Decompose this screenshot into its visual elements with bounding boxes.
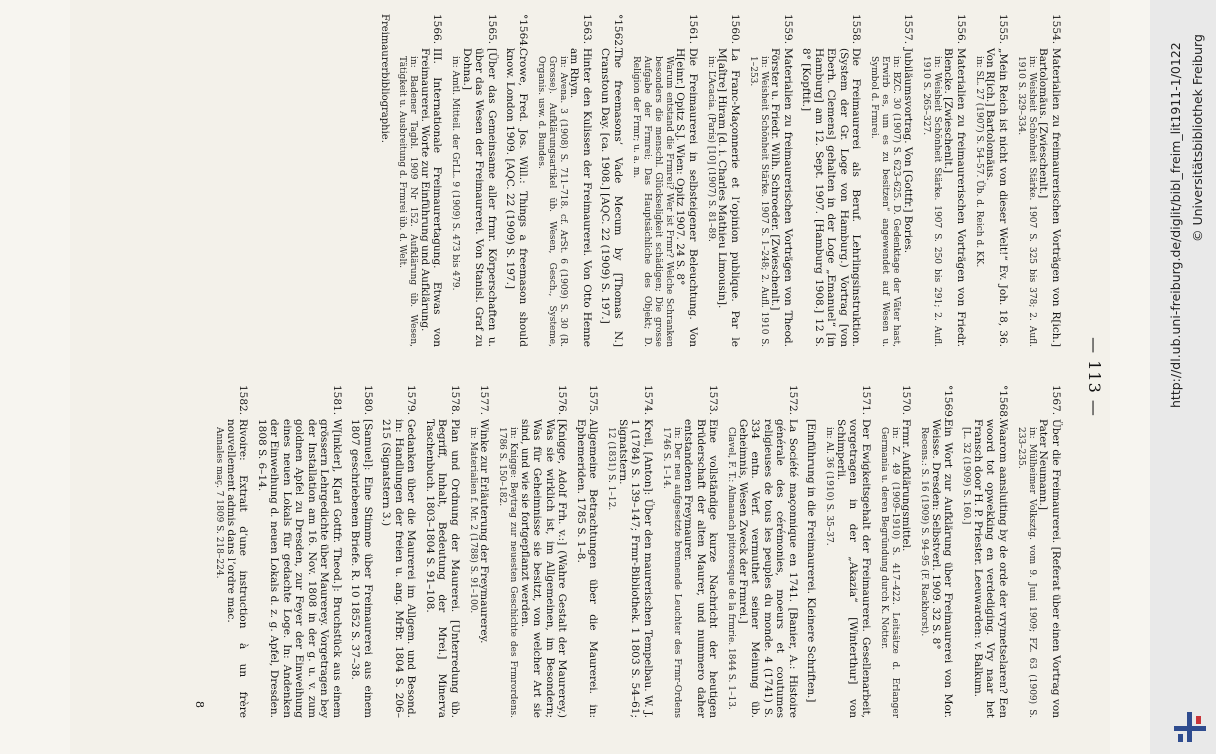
entry-text: Kreil, [Anton]: Über den maurerischen Tempelbau. W. J. 1 (1784) S. 139–147; Frmr-Bibliothek. 1 1803 S. 54–61; Signatstern. (617, 419, 654, 718)
entry-text: Frmr. Aufklärungsmittel. (900, 419, 913, 552)
entry-number: °1564. (517, 14, 529, 50)
entry-text: La Société maçonnique en 1741. [Banier, A.: Histoire générale des cérémonies, moeurs et coutumes religieuses de tous les peuples du monde. 4 (1741) S. 334 entn. Verf. vermuthet seiner Meinung üb. Geheimnis, Wesen Zweck der Frmrei.] (737, 419, 799, 718)
entry-text: Rivoire: Extrait d’une instruction à un frère nouvellement admis dans l’ordre mac. (225, 419, 250, 718)
entry-body (920, 48, 967, 347)
entry-note: Clavel, F. T.: Almanach pittoresque de la frmrie. 1844 S. 1–13. (726, 427, 737, 710)
entry-note: [L. 32 (1909) S. 160.] (961, 427, 972, 525)
bibliography-entry (805, 385, 818, 718)
entry-note: in: Amtl. Mitteil. der GrLL. 9 (1909) S. 473 bis 479. (450, 56, 461, 291)
entry-body (397, 48, 444, 347)
bibliography-entry (450, 14, 499, 347)
entry-note: in: Al. 36 (1910) S. 35–37. (824, 427, 835, 546)
entry-number: 1576. (556, 385, 569, 416)
entry-number: 1567. (1050, 385, 1062, 416)
entry-number: 1560. (729, 14, 741, 45)
entry-body (424, 419, 462, 718)
entry-text: [Einführung in die Freimaurerei. Kleinere Schriften.] (805, 419, 818, 703)
entry-body (705, 48, 741, 347)
bibliography-entry (660, 385, 720, 718)
entry-note: in: Weisheit Schönheit Stärke. 1907 S. 1–248; 2. Aufl. 1910 S. 1–253. (748, 56, 769, 347)
entry-number: 1563. (581, 14, 593, 45)
bibliography-entry (575, 385, 600, 718)
entry-note: in: Z. 49 (1909–1910) S. 417–422. Leitsätze d. Erlanger Germania u. deren Begründung durch K. Notter. (879, 427, 900, 718)
copyright-notice: © Universitätsbibliothek Freiburg (1190, 34, 1205, 242)
entry-body (973, 48, 1009, 347)
bibliography-entry (800, 14, 863, 347)
entry-number: 1565. (486, 14, 498, 45)
entry-number: 1555. (997, 14, 1009, 45)
entry-number: 1556. (955, 14, 967, 45)
entry-body (869, 48, 915, 347)
entry-body (380, 419, 418, 718)
entry-note: in: Avena. 3 (1908) S. 711–718. cf. ArSt. 6 (1909) S. 30 (R. Grosse). Aufklärungsartikel üb. Wesen, Gesch., Systeme, Organis. usw. d. Bundes. (536, 56, 568, 347)
entry-body (1015, 48, 1062, 347)
entry-text: Eine vollständige kurze Nachricht der heutigen Brüderschaft der alten Maurer, und nummero daher entstandenen Freymaurer. (682, 419, 720, 718)
entry-text: Hinter den Kulissen der Freimaurerei. Von Otto Henne am Rhyn. (568, 48, 593, 347)
entry-body (467, 419, 491, 718)
bibliography-entry (920, 14, 967, 347)
bibliography-entry (961, 385, 1010, 718)
entry-text: Gedanken über die Maurerei im Allgem. und Besond. in: Handlungen der freien u. ang. MrBr. 1804 S. 206–215 (Signatstern 3.) (380, 419, 418, 718)
entry-text: „Mein Reich ist nicht von dieser Welt!“ Ev. Joh. 18, 36. Von R[ich.] Bartolomäus. (984, 48, 1009, 347)
right-column (193, 385, 1062, 718)
bibliography-entry (256, 385, 344, 718)
entry-body (824, 419, 873, 718)
entry-body (606, 419, 655, 718)
bibliography-entry (424, 385, 462, 718)
entry-note: in: Materialien f. Mr. 2 (1788) S. 91–100. (468, 427, 478, 614)
entry-number: 1570. (900, 385, 913, 416)
entry-body (747, 48, 794, 347)
entry-body (919, 419, 955, 718)
bibliography-entry (919, 385, 955, 718)
bibliography-entry (705, 14, 741, 347)
entry-text: Crowe, Fred. Jos. Will.: Things a freemason should know. London 1909. [AQC. 22 (1909) S. 197.] (504, 48, 529, 347)
entry-text: III. Internationale Freimaurertagung. Etwas von Freimaurerei. Worte zur Einführung und Aufklärung. (419, 48, 444, 347)
entry-body (630, 48, 699, 347)
entry-number: 1579. (405, 385, 418, 416)
entry-text: Der Ewigkeitsgehalt der Freimaurerei. Gesellenarbeit, vorgetragen in der „Akazia“ [Winterthur] von Schimperli. (835, 419, 872, 718)
entry-note: in: BZC. 30 (1907) S. 623–625. D. Gedenktage der Väter hast, Erwirb es, um es zu besitzen“ angewendet auf Wesen u. Symbol d. Frmrei. (869, 56, 902, 347)
bibliography-entry (869, 14, 915, 347)
bibliography-entry (599, 14, 624, 347)
entry-number: °1569. (942, 385, 955, 421)
entry-body (256, 419, 344, 718)
entry-text: The freemasons’ Vade Mecum by [Thomas N.] Cranstoun Day. [ca. 1908.] [AQC. 22 (1909) S. 197.] (599, 48, 624, 347)
entry-text: Waarom aansluiting by de orde der vrymetselaren? Een woord tot opwekking en verdediging. Vry naar het Fransch door H. P. Priester. Leeuwarden: v. Balkum. (972, 419, 1009, 718)
entry-number: °1562. (612, 14, 624, 50)
entry-number: 1578. (449, 385, 461, 416)
bibliography-entry (349, 385, 374, 718)
entry-body (535, 48, 593, 347)
entry-body (878, 419, 913, 718)
entry-note: Recens.: S. 16 (1909) S. 94–95 (F. Rackhorst). (919, 427, 930, 637)
entry-text: Ein Wort zur Aufklärung über Freimaurerei von Mor. Weisse. Dresden: Selbstverl. 1909. 32 S. 8° (930, 419, 955, 718)
entry-body (599, 48, 624, 347)
entry-body (660, 419, 720, 718)
entry-text: Materialien zu freimaurerischen Vorträgen von Theod. Förster u. Friedr. Wilh. Schroeder. [Zwieschenlt.] (769, 48, 794, 347)
bibliography-entry (606, 385, 655, 718)
bibliography-entry (397, 14, 444, 347)
entry-text: Materialien zu freimaurerischen Vorträgen von R[ich.] Bartolomäus. [Zwieschenlt.] (1037, 48, 1062, 347)
entry-number: 1572. (787, 385, 799, 416)
entry-body (805, 419, 818, 718)
entry-text: Jubiläumsvortrag. Von [Gottfr.] Bories. (902, 48, 914, 254)
source-url[interactable]: http://dl.ub.uni-freiburg.de/diglit/bibl_freim_lit1911-1/0122 (1168, 42, 1183, 408)
entry-text: Die Freimaurerei in selbsteigener Beleuchtung. Von H[einr.] Opitz S.J. Wien: Opitz 1907. 24 S. 8° (674, 48, 699, 347)
entry-note: in: Weisheit Schönheit Stärke. 1907 S. 250 bis 291; 2. Aufl. 1910 S. 265–327. (921, 56, 942, 347)
entry-number (805, 385, 818, 419)
bibliography-entry (380, 385, 418, 718)
bibliography-entry (214, 385, 250, 718)
entry-number: 1581. (331, 385, 343, 416)
entry-note: in: Mülheimer Volksztg. vom 9. Juni 1909; FZ. 63 (1909) S. 233–235. (1016, 427, 1037, 718)
bibliography-entry (878, 385, 913, 718)
entry-number: 1571. (860, 385, 872, 416)
entry-number: 1574. (642, 385, 654, 416)
entry-text: [Knigge, Adolf Frh. v.:] (Wahre Gestalt der Maurerey.) Was sie wirklich ist, im Allgemeinen, im Besondern; Was für Geheimnisse sie besitzt, von welcher Art sie sind, und wie sie fortgepflanzt werden. (519, 419, 569, 718)
entry-number: 1582. (237, 385, 250, 416)
entry-text: Materialien zu freimaurerischen Vorträgen von Friedr. Blencke. [Zwieschenlt.] (942, 48, 967, 347)
entry-body (961, 419, 1010, 718)
entry-text: Winke zur Erläuterung der Freymaurerey. (478, 419, 491, 644)
entry-number: 1566. (431, 14, 444, 45)
entry-text: [Samuel]: Eine Stimme über Freimaurerei aus einem 1807 geschriebenen Briefe. R. 10 1852 S. 37–38. (349, 419, 374, 718)
bibliography-entry (726, 385, 800, 718)
bibliography-entry (1015, 385, 1062, 718)
viewer-sidebar (1150, 0, 1216, 754)
bibliography-entry (504, 14, 529, 347)
entry-note: in: Knigge: Beytrag zur neuesten Geschichte des Frmrordens. 1786 S. 150–182. (497, 427, 519, 718)
bibliography-entry (747, 14, 794, 347)
entry-body (1015, 419, 1062, 718)
entry-text: Die Freimaurerei als Beruf. Lehrlingsinstruktion. (System der Gr. Loge von Hamburg.) Vortrag [von Eberh. Clemens] gehalten in der Loge „Emanuel“ [in Hamburg] am 12. Sept. 1907. [Hamburg 1908.] 12 S. 8° [Kopftit.] (800, 48, 863, 347)
entry-note: Annales maç. 7 1809 S. 218–224. (214, 427, 225, 579)
entry-note: in: L’Acacia. (Paris) [10] (1907) S. 81–89. (706, 56, 716, 242)
bibliography-entry (1015, 14, 1062, 347)
entry-note: 12 (1831) S. 1–12. (606, 427, 617, 511)
entry-body (575, 419, 600, 718)
entry-body (497, 419, 569, 718)
page-header: — 113 — (1085, 337, 1104, 417)
entry-text: La Franc-Maçonnerie et l’opinion publique. Par le M[aître] Hiram [d. i. Charles Mathieu Limousin]. (716, 48, 741, 347)
entry-number: 1561. (687, 14, 699, 45)
bibliography-entry (467, 385, 491, 718)
bibliography-entry (973, 14, 1009, 347)
entry-number: 1580. (362, 385, 374, 416)
running-footer: Freimaurerbibliographie. (379, 14, 391, 143)
bibliography-entry (497, 385, 569, 718)
entry-number: 1557. (902, 14, 914, 45)
entry-body (450, 48, 499, 347)
rotated-page-content (70, 0, 1110, 754)
library-logo (1170, 706, 1210, 746)
entry-number: 1554. (1050, 14, 1062, 45)
entry-text: W[inkler], K[arl Gottfr. Theod.]: Bruchstück aus einem grössern Lehrgedichte über Maurerey. Vorgetragen bey der Installation am 16. Nov. 1808 in der g. u. v. zum goldnen Apfel zu Dresden, zur Feyer der Einweihung eines neuen Lokals für gedachte Loge. In: Andenken der Einweihung d. neuen Lokals d. z. g. Apfel, Dresden. 1808 S. 6–14. (256, 419, 343, 718)
entry-body (726, 419, 800, 718)
entry-body (214, 419, 250, 718)
entry-body (800, 48, 863, 347)
entry-number: 1575. (587, 385, 600, 416)
entry-number: 1558. (850, 14, 863, 45)
entry-body (504, 48, 529, 347)
entry-number: 1559. (782, 14, 794, 45)
entry-text: Plan und Ordnung der Maurerei. [Unterredung üb. Begriff, Inhalt, Bedeutung der Mrei.] Minerva Taschenbuch. 1803–1804 S. 91–108. (424, 419, 461, 718)
bibliography-entry (535, 14, 593, 347)
entry-note: Warum entstand die Frmrei? Wer ist Frmr? Welche Schranken besonders die menschl. Glückseligkeit schädigen; Die grosse Aufgabe der Frmrei; Das Hauptsächliche des Objekt; D. Religion der Frmr; u. a. m. (631, 56, 674, 347)
entry-text: [Über das Gemeinsame aller frmr. Körperschaften u. über das Wesen der Freimaurerei. Von Stanisl. Graf zu Dohna.] (461, 48, 498, 347)
entry-note: in: Weisheit Schönheit Stärke. 1907 S. 325 bis 378; 2. Aufl. 1910 S. 329–334. (1016, 56, 1037, 347)
left-column (378, 14, 1062, 347)
entry-note: in: Der neu aufgesetzte brennende Leuchter des Frmr-Ordens 1746 S. 1–14. (661, 427, 682, 718)
entry-number: 1573. (707, 385, 720, 416)
entry-body (349, 419, 374, 718)
signature-number: 8 (193, 701, 207, 708)
entry-number: 1577. (478, 385, 491, 416)
bibliography-entry (824, 385, 873, 718)
entry-number: °1568. (997, 385, 1009, 421)
entry-text: Über die Freimaurerei. [Referat über einen Vortrag von Pater Neumann.] (1037, 419, 1062, 718)
entry-note: in: Badener Tagbl. 1909 Nr 152. Aufklärung üb. Wesen, Tätigkeit u. Ausbreitung d. Frmrei üb. d. Welt. (397, 56, 419, 347)
entry-note: in: SL. 27 (1907) S. 54–57. Üb. d. Reich d. KK. (974, 56, 984, 268)
entry-text: Allgemeine Betrachtungen über die Maurerei. in: Ephemeriden. 1785 S. 1–8. (575, 419, 600, 718)
bibliography-entry (630, 14, 699, 347)
